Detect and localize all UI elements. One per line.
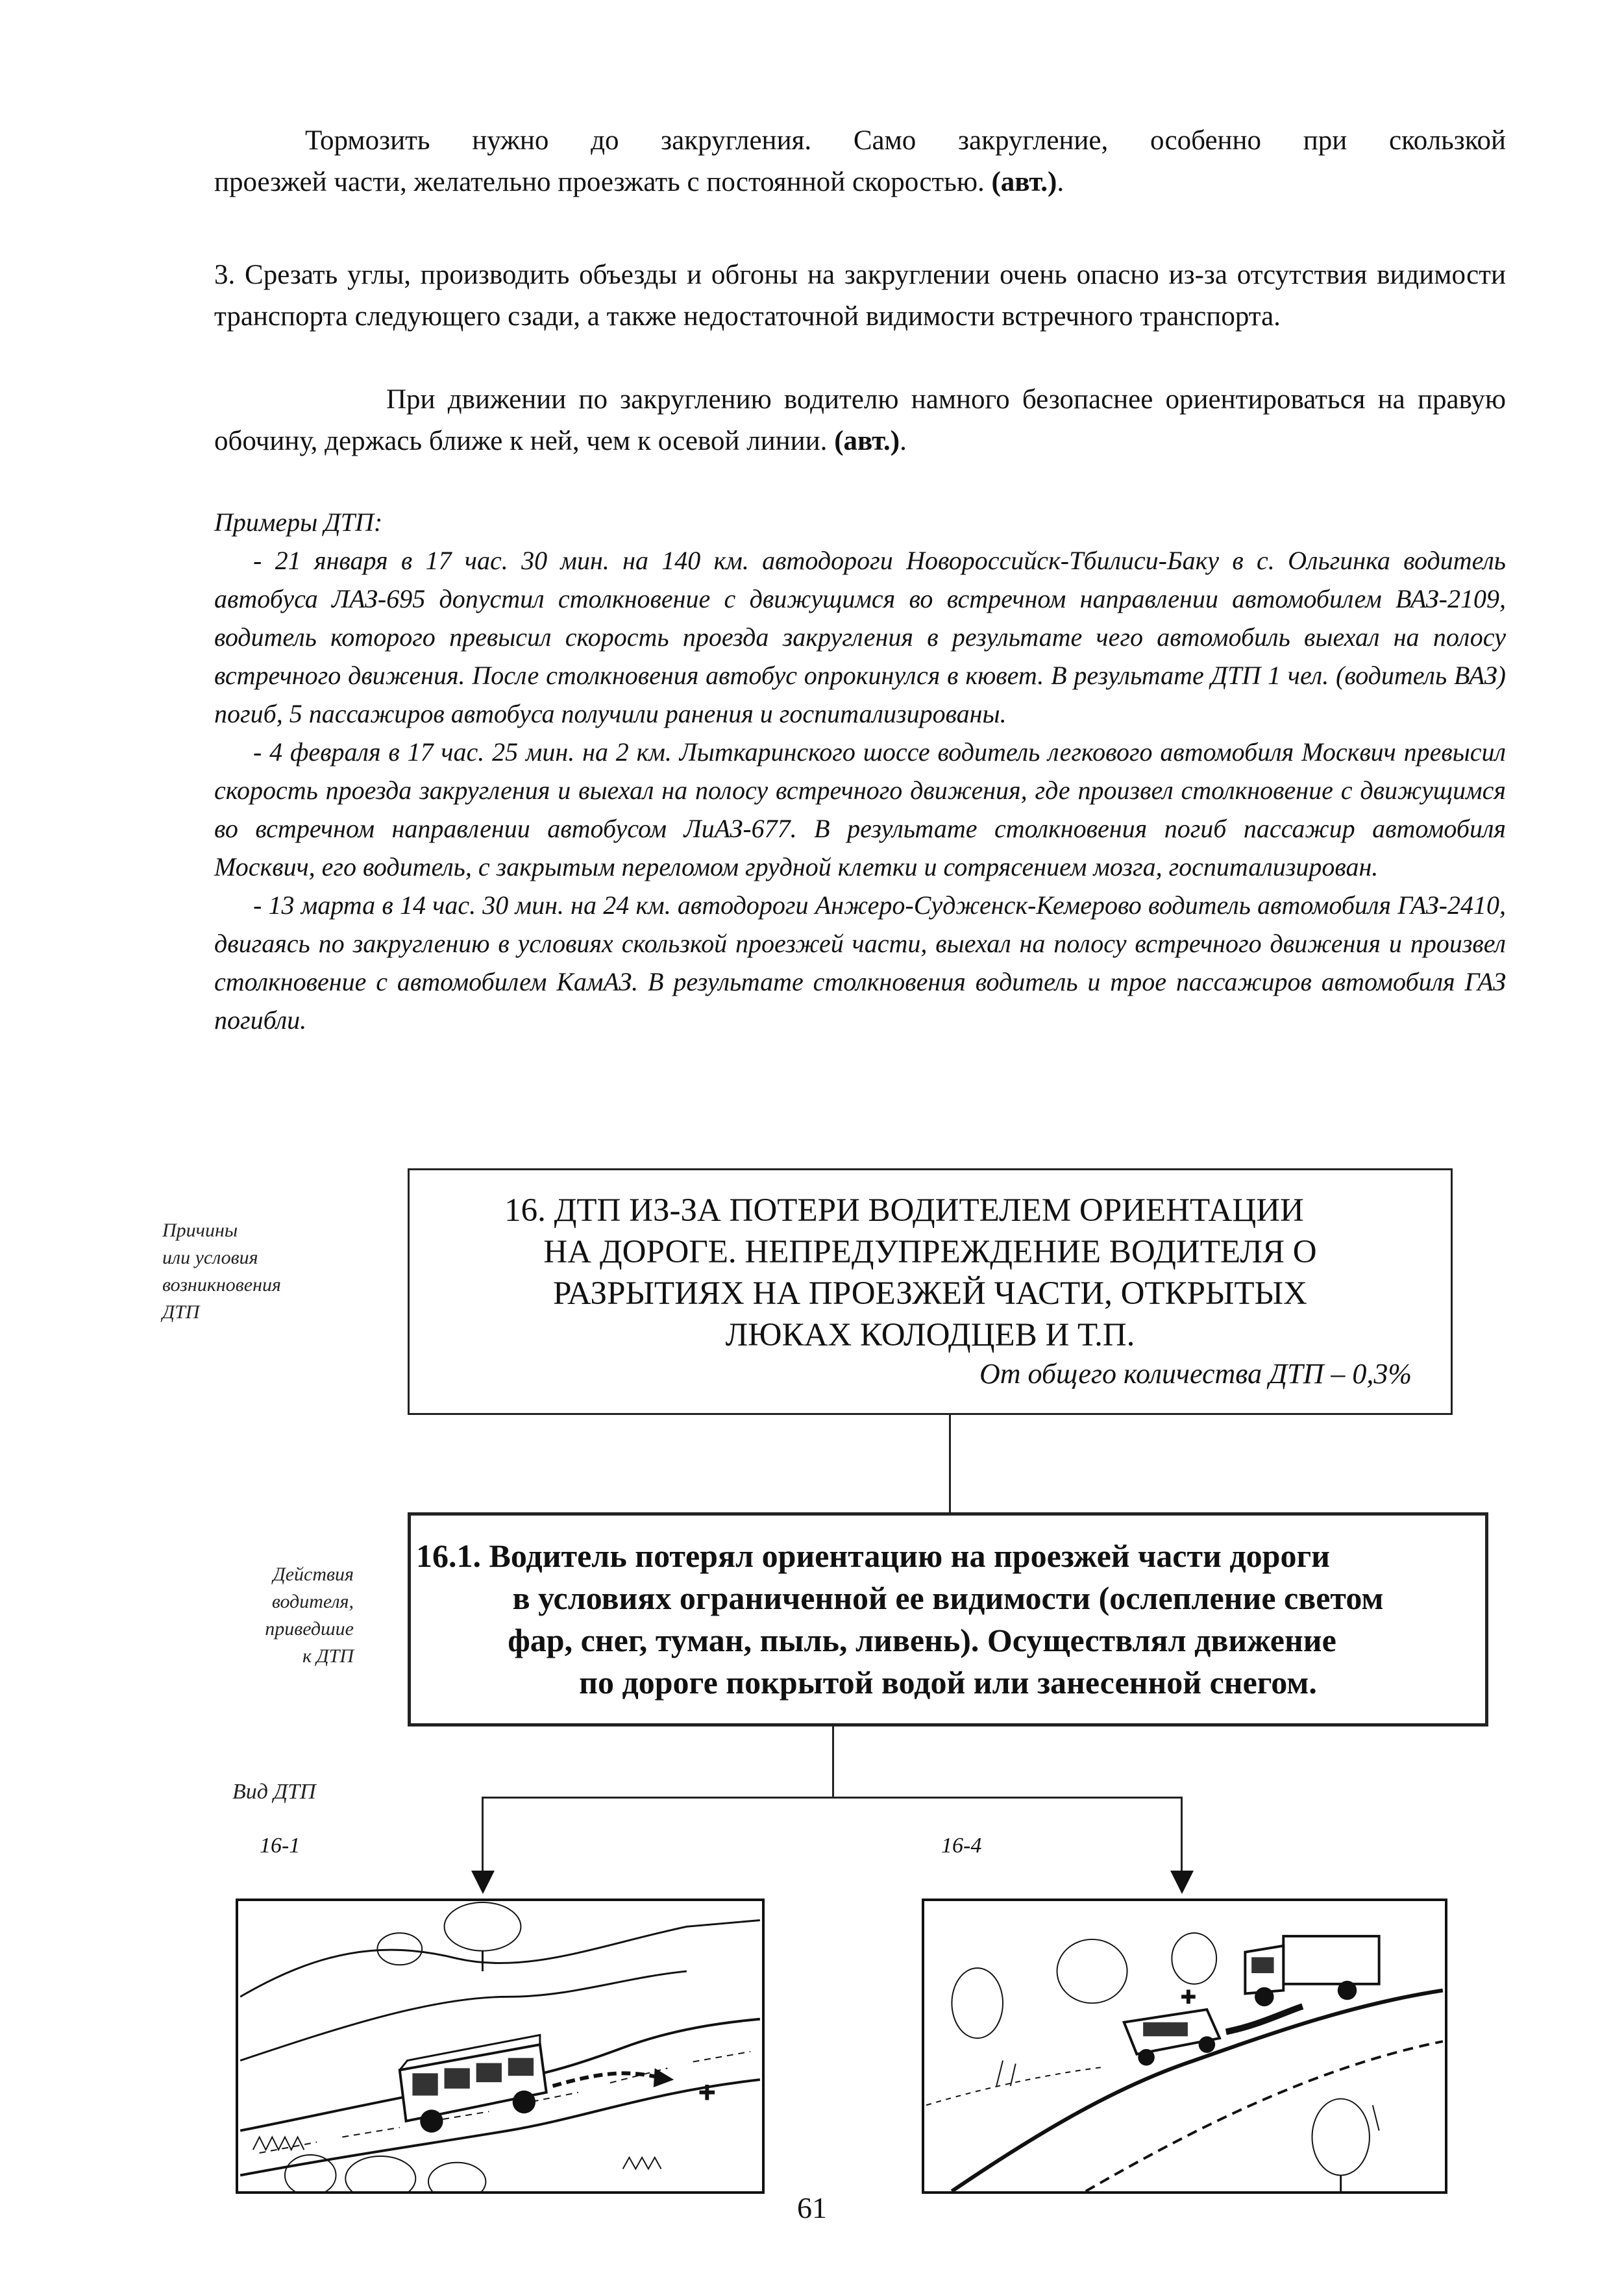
cause-title-line: РАЗРЫТИЯХ НА ПРОЕЗЖЕЙ ЧАСТИ, ОТКРЫТЫХ <box>553 1275 1307 1312</box>
paragraph-text: проезжей части, желательно проезжать с постоянной скоростью. <box>214 167 992 197</box>
paragraph-tail: . <box>900 426 907 456</box>
cause-box <box>408 1168 1453 1415</box>
paragraph-text: 3. Срезать углы, производить объезды и обгоны на закруглении очень опасно из-за отсутствия видимости транспорта следующего сзади, а также недостаточной видимости встречного транспорта. <box>214 260 1506 332</box>
author-note: (авт.) <box>834 426 900 456</box>
example-item: - 21 января в 17 час. 30 мин. на 140 км. автодороги Новороссийск-Тбилиси-Баку в с. Ольгинка водитель автобуса ЛАЗ-695 допустил столкновение с движущимся во встречном направлении автомобилем ВАЗ-2109, водитель которого превысил скорость проезда закругления в результате чего автомобиль выехал на полосу встречного движения. После столкновения автобус опрокинулся в кювет. В результате ДТП 1 чел. (водитель ВАЗ) погиб, 5 пассажиров автобуса получили ранения и госпитализированы. <box>214 546 1506 728</box>
side-label-line: Действия <box>273 1564 354 1585</box>
paragraph-right-shoulder <box>214 379 1506 462</box>
connector-line <box>482 1797 484 1874</box>
side-label-line: водителя, <box>271 1591 354 1612</box>
connector-line <box>832 1727 834 1798</box>
side-label-line: возникновения <box>162 1274 281 1296</box>
cause-share: От общего количества ДТП – 0,3% <box>979 1358 1412 1390</box>
picture-label-right: 16-4 <box>941 1834 982 1858</box>
side-label-causes <box>162 1217 281 1326</box>
side-label-line: Причины <box>162 1220 238 1241</box>
cause-title-line: НА ДОРОГЕ. НЕПРЕДУПРЕЖДЕНИЕ ВОДИТЕЛЯ О <box>543 1234 1317 1270</box>
cause-title-line: 16. ДТП ИЗ-ЗА ПОТЕРИ ВОДИТЕЛЕМ ОРИЕНТАЦИИ <box>504 1192 1304 1229</box>
paragraph-tail: . <box>1057 167 1064 197</box>
accident-illustration-collision <box>922 1899 1447 2194</box>
paragraph-braking <box>214 120 1506 203</box>
action-line: фар, снег, туман, пыль, ливень). Осуществлял движение <box>508 1622 1336 1658</box>
paragraph-corner-cutting <box>214 254 1506 338</box>
connector-line <box>1181 1797 1183 1874</box>
cause-title-line: ЛЮКАХ КОЛОДЦЕВ И Т.П. <box>725 1317 1135 1353</box>
paragraph-line: Тормозить нужно до закругления. Само закругление, особенно при скользкой <box>305 125 1506 156</box>
side-label-line: ДТП <box>162 1301 200 1323</box>
connector-line <box>949 1415 951 1512</box>
side-label-actions <box>201 1561 354 1670</box>
paragraph-line <box>214 162 1506 203</box>
arrowhead-right <box>1169 1869 1195 1895</box>
examples-heading: Примеры ДТП: <box>214 508 383 537</box>
examples-block <box>214 503 1506 1039</box>
paragraph-text: При движении по закруглению водителю намного безопаснее ориентироваться на правую обочину, держась ближе к ней, чем к осевой линии. <box>214 384 1506 456</box>
side-label-line: к ДТП <box>302 1645 354 1667</box>
arrowhead-left <box>470 1869 496 1895</box>
example-item: - 13 марта в 14 час. 30 мин. на 24 км. автодороги Анжеро-Судженск-Кемерово водитель автомобиля ГАЗ-2410, двигаясь по закруглению в условиях скользкой проезжей части, выехал на полосу встречного движения и произвел столкновение с автомобилем КамАЗ. В результате столкновения водитель и трое пассажиров автомобиля ГАЗ погибли. <box>214 891 1506 1035</box>
picture-label-left: 16-1 <box>260 1834 301 1858</box>
action-line: в условиях ограниченной ее видимости (ослепление светом <box>512 1580 1384 1616</box>
action-line: по дороге покрытой водой или занесенной снегом. <box>579 1664 1317 1701</box>
side-label-line: или условия <box>162 1247 258 1268</box>
page-number: 61 <box>797 2191 827 2224</box>
example-item: - 4 февраля в 17 час. 25 мин. на 2 км. Лыткаринского шоссе водитель легкового автомобиля Москвич превысил скорость проезда закругления и выехал на полосу встречного движения, где произвел столкновение с движущимся во встречном направлении автобусом ЛиАЗ-677. В результате столкновения погиб пассажир автомобиля Москвич, его водитель, с закрытым переломом грудной клетки и сотрясением мозга, госпитализирован. <box>214 737 1506 881</box>
side-label-line: приведшие <box>265 1618 354 1640</box>
accident-illustration-bus <box>236 1899 765 2194</box>
action-box <box>408 1512 1488 1727</box>
action-line: 16.1. Водитель потерял ориентацию на проезжей части дороги <box>416 1538 1330 1574</box>
side-label-kind: Вид ДТП <box>232 1780 316 1804</box>
connector-line <box>482 1797 1183 1799</box>
author-note: (авт.) <box>991 167 1057 197</box>
